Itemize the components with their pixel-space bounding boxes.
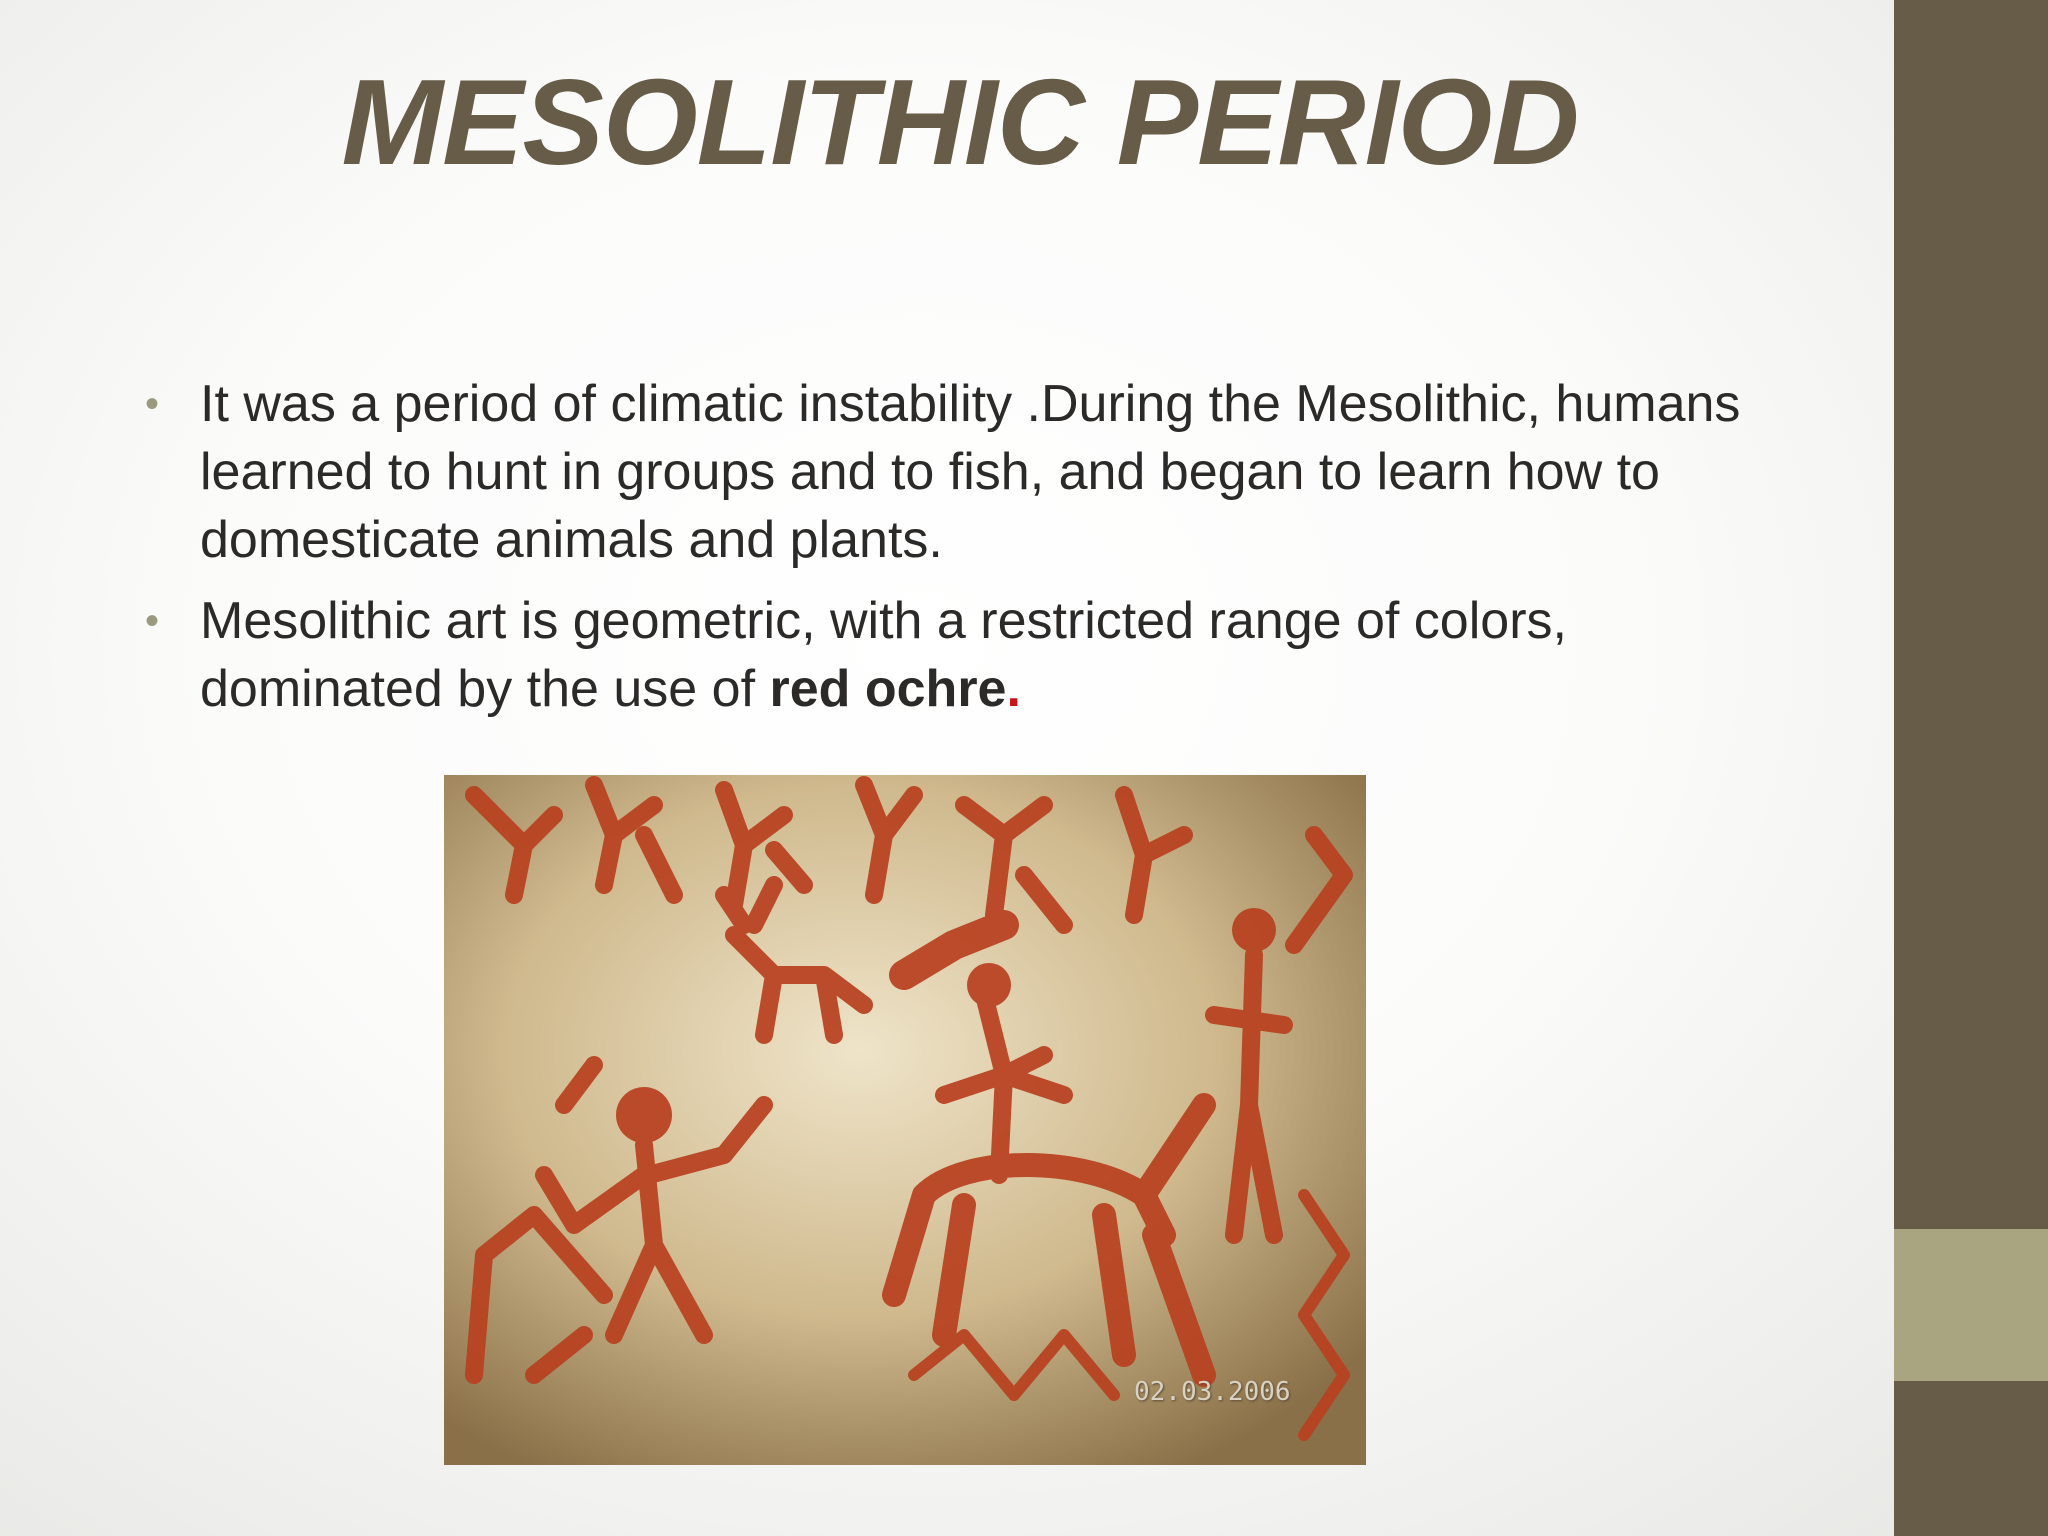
rock-art-figures [444,775,1366,1465]
bullet-emphasis: red ochre [769,660,1007,718]
bullet-marker-icon: • [145,599,160,643]
bullet-item [145,370,1745,574]
bullet-item [145,587,1745,723]
slide-title: MESOLITHIC PERIOD [341,54,1579,190]
bullet-list [145,370,1745,736]
bullet-marker-icon: • [145,382,160,426]
sidebar-accent-band [1894,1229,2048,1381]
bullet-red-period: . [1006,660,1021,718]
bullet-text: It was a period of climatic instability .During the Mesolithic, humans learned to hunt in groups and to fish, and began to learn how to domesticate animals and plants. [200,375,1741,569]
cave-painting-image [444,775,1366,1465]
bullet-text: Mesolithic art is geometric, with a restricted range of colors, dominated by the use of [200,592,1567,718]
photo-date-stamp: 02.03.2006 [1134,1377,1291,1407]
